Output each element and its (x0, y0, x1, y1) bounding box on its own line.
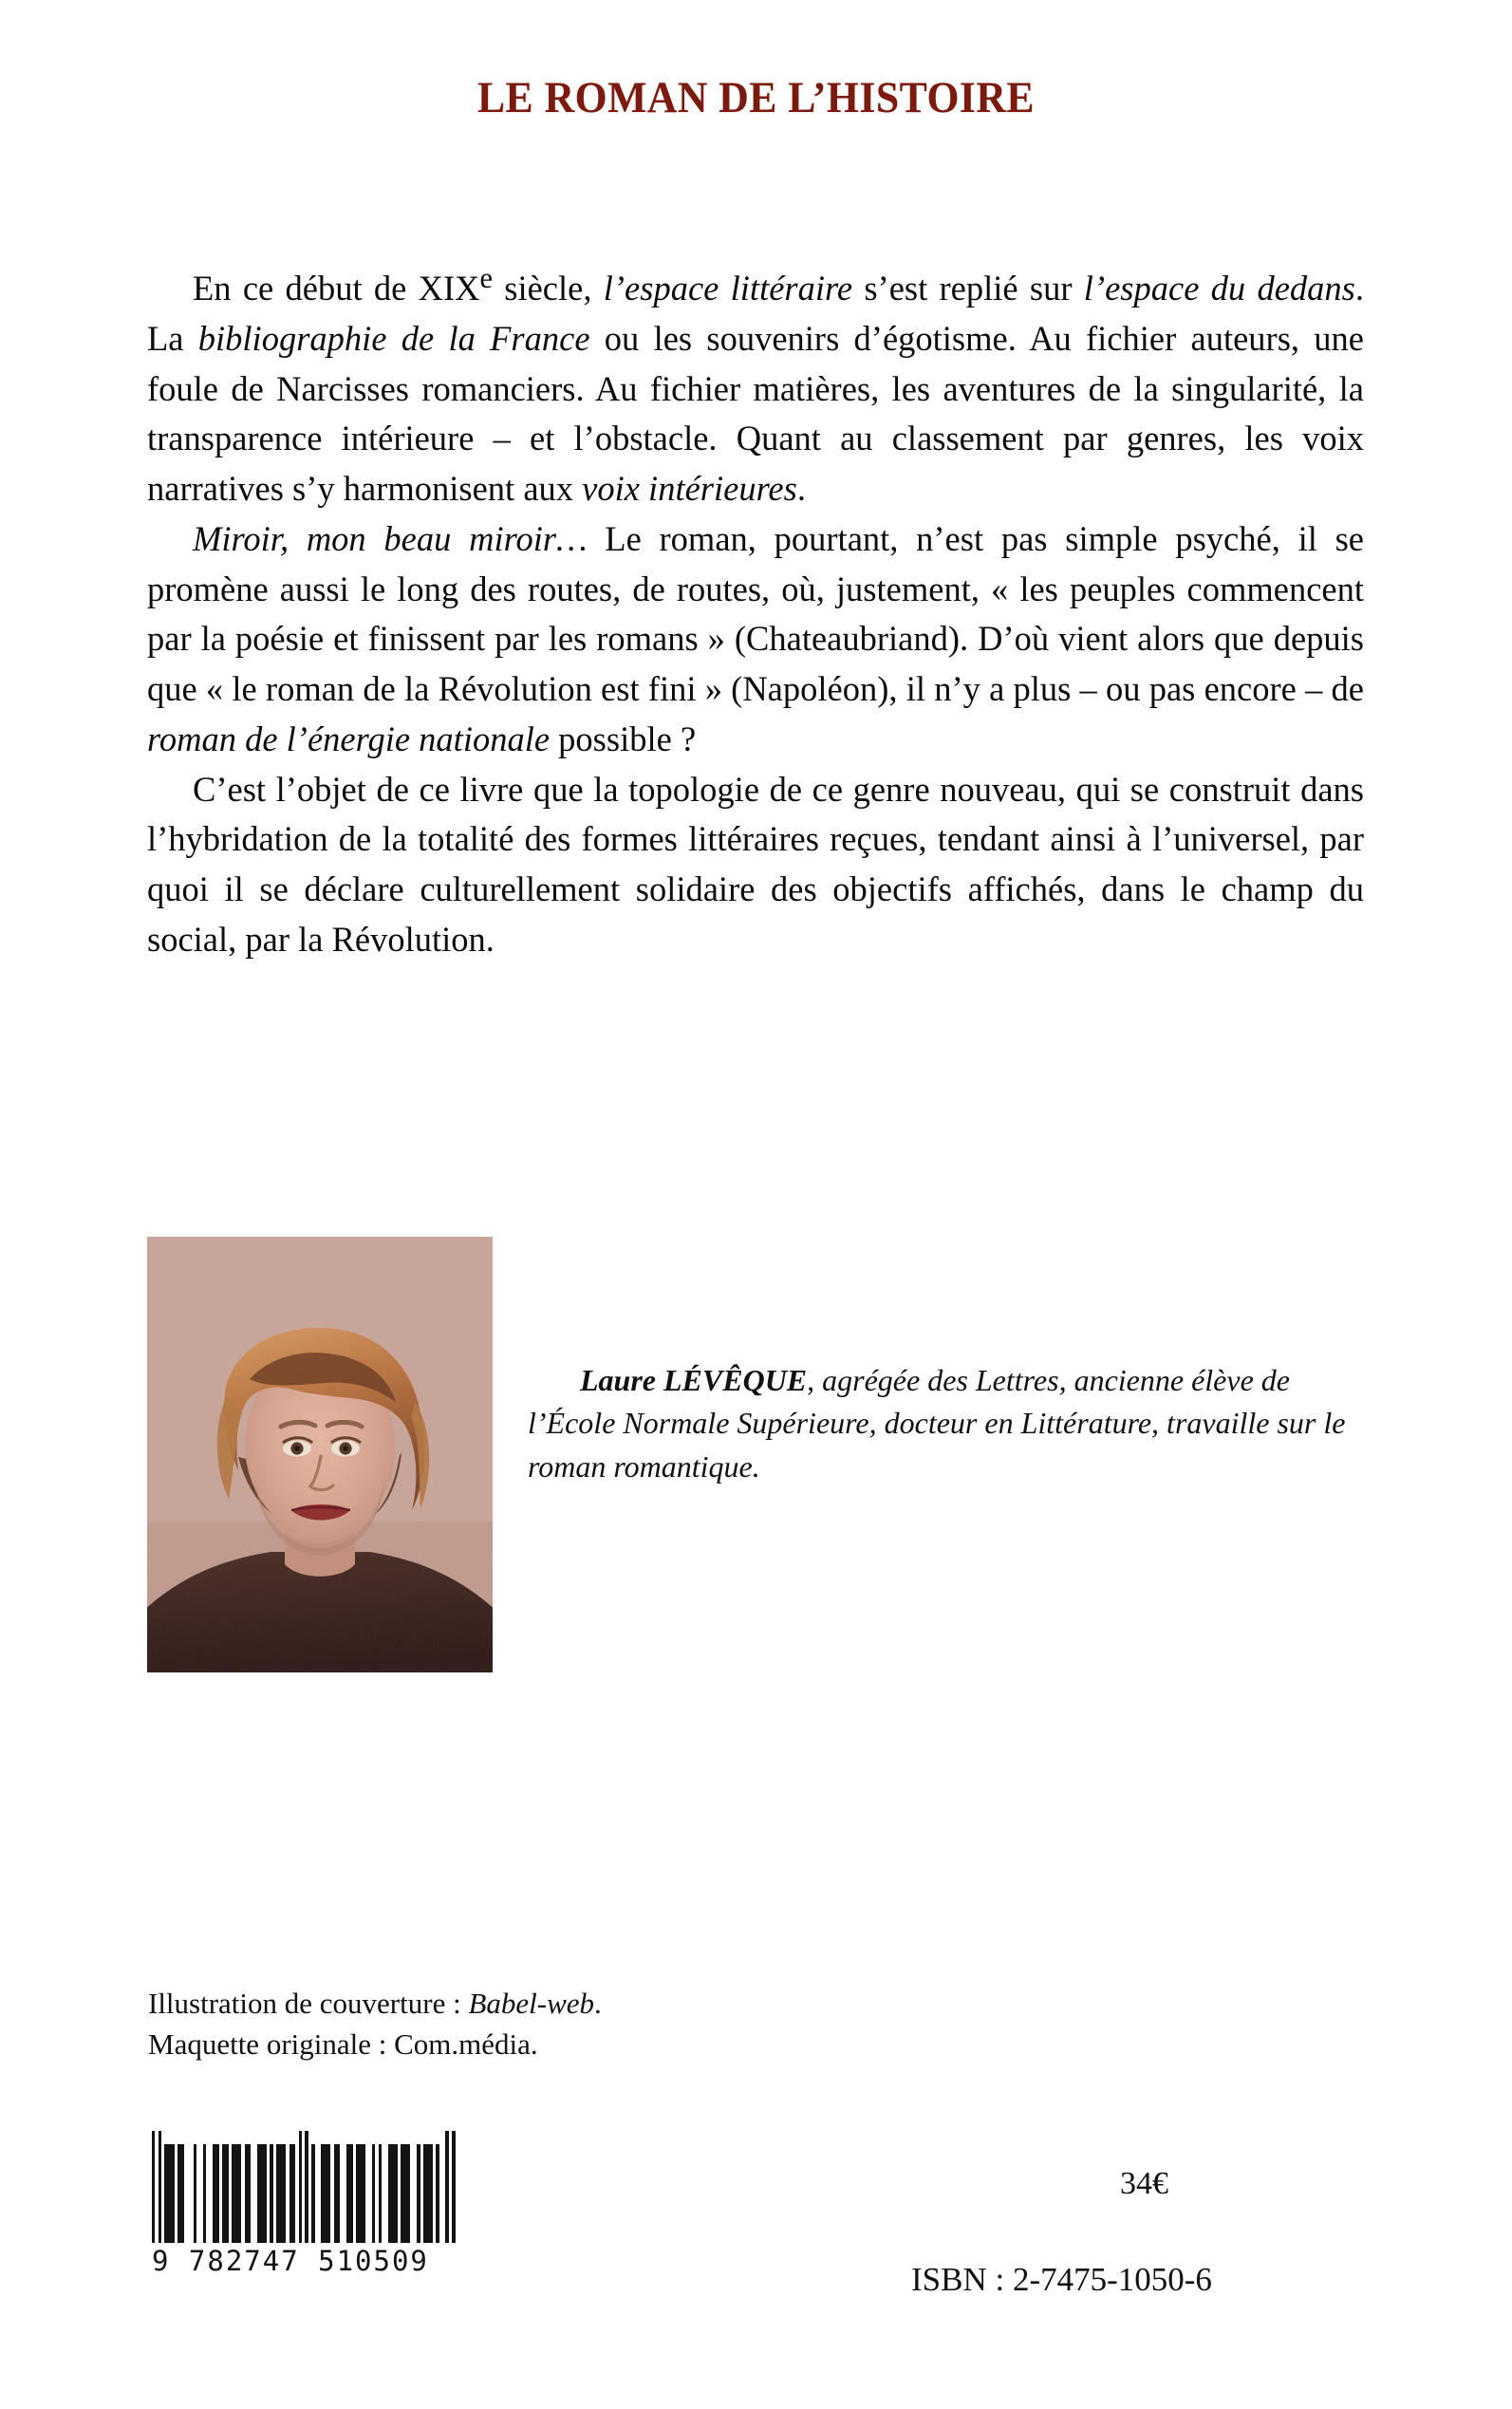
blurb-paragraph (147, 258, 1364, 514)
cover-illustration-credit (148, 1984, 602, 2025)
blurb-italic-run: l’espace du dedans (1083, 269, 1355, 308)
ean-barcode (152, 2131, 456, 2277)
blurb-text-run: C’est l’objet de ce livre que la topologie de ce genre nouveau, qui se construit dans l’hybridation de la totalité des formes littéraires reçues, tendant ainsi à l’universel, par quoi il se déclare culturellement solidaire des objectifs affichés, dans le champ du social, par la Révolution. (147, 769, 1364, 959)
page-title: LE ROMAN DE L’HISTOIRE (476, 73, 1036, 122)
blurb-paragraph (147, 514, 1364, 765)
barcode-digits: 9 782747 510509 (152, 2245, 429, 2277)
blurb-text-run: ou les souvenirs d’égotisme. Au fichier auteurs, une foule de Narcisses romanciers. Au fichier matières, les aventures de la singularité, la transparence intérieure – et l’obstacle. Quant au classement par genres, les voix narratives s’y harmonisent aux (147, 318, 1364, 509)
blurb-text-run: . (796, 469, 806, 509)
blurb-text-run: siècle, (492, 269, 604, 308)
blurb-text-run: . La (147, 269, 1364, 358)
isbn-label: ISBN : 2-7475-1050-6 (911, 2261, 1212, 2298)
author-portrait-photo (147, 1237, 493, 1672)
blurb-superscript-run: e (479, 262, 493, 294)
author-bio-block (528, 1359, 1365, 1488)
blurb-italic-run: Miroir, mon beau miroir… (193, 518, 588, 558)
blurb-text-run: En ce début de XIX (193, 269, 480, 308)
blurb-text-run: possible ? (550, 719, 697, 758)
barcode-bars (152, 2131, 456, 2243)
cover-illustration-label: Illustration de couverture : (148, 1987, 469, 2020)
blurb-text-block (147, 258, 1364, 964)
price-label: 34€ (1120, 2166, 1168, 2201)
cover-illustration-period: . (594, 1987, 602, 2020)
author-name: Laure LÉVÊQUE (580, 1363, 808, 1397)
blurb-text-run: s’est replié sur (852, 269, 1084, 308)
author-bio-text (528, 1359, 1365, 1488)
blurb-paragraph (147, 765, 1364, 965)
blurb-italic-run: voix intérieures (582, 469, 797, 509)
blurb-italic-run: roman de l’énergie nationale (147, 719, 551, 758)
cover-illustration-value: Babel-web (468, 1987, 595, 2020)
blurb-italic-run: l’espace littéraire (603, 269, 853, 308)
layout-credit: Maquette originale : Com.média. (148, 2026, 538, 2061)
blurb-italic-run: bibliographie de la France (197, 318, 590, 358)
author-bio-rest: , agrégée des Lettres, ancienne élève de l’École Normale Supérieure, docteur en Littérature, travaille sur le roman romantique. (528, 1363, 1346, 1484)
blurb-text-run: Le roman, pourtant, n’est pas simple psyché, il se promène aussi le long des routes, de routes, où, justement, « les peuples commencent par la poésie et finissent par les romans » (Chateaubriand). D’où vient alors que depuis que « le roman de la Révolution est fini » (Napoléon), il n’y a plus – ou pas encore – de (147, 518, 1364, 709)
credits-block (148, 1984, 602, 2065)
